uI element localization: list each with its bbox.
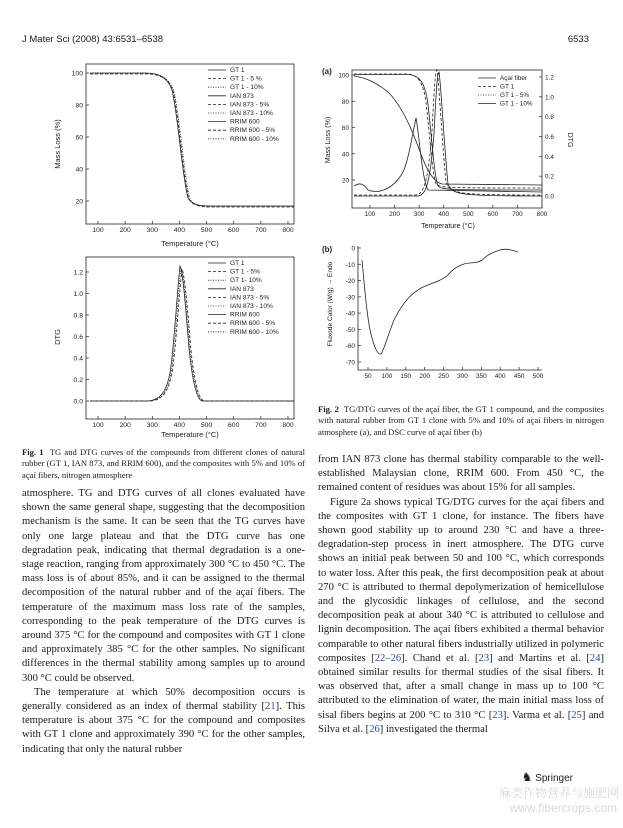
y-tick-label: 0.6 (73, 334, 83, 341)
x-tick-label: 500 (200, 227, 213, 234)
x-tick-label: 400 (438, 211, 450, 218)
y2-tick-label: 0.4 (545, 153, 554, 161)
x-tick-label: 450 (513, 373, 525, 380)
legend-entry: GT 1 - 10% (500, 100, 533, 108)
x-tick-label: 600 (228, 422, 240, 429)
x-tick-label: 100 (92, 227, 104, 234)
page-number: 6533 (567, 34, 589, 45)
legend-entry: IAN 873 - 10% (230, 110, 273, 117)
y-tick-label: -60 (345, 343, 355, 351)
publisher-logo: ♞ Springer (521, 770, 573, 784)
x-tick-label: 300 (413, 211, 425, 218)
citation-link[interactable]: 22–26 (374, 652, 402, 664)
running-header-left: J Mater Sci (2008) 43:6531–6538 (22, 34, 164, 45)
fig2-caption (318, 404, 604, 438)
fig1-caption-text: TG and DTG curves of the compounds from different clones of natural rubber (GT 1, IAN 873, and RRIM 600), and the composites with 5% and 10% of açaí fibers, nitrogen atmosphere (22, 447, 305, 480)
panel-label: (a) (322, 67, 332, 76)
fig2a-tg-dtg-chart (318, 62, 608, 234)
x-tick-label: 100 (364, 211, 376, 218)
x-tick-labels (364, 367, 543, 380)
x-tick-label: 200 (419, 373, 431, 380)
x-tick-label: 250 (438, 373, 449, 380)
x-tick-label: 200 (119, 422, 131, 429)
x-tick-label: 700 (255, 422, 267, 429)
y-tick-label: 0.2 (73, 377, 83, 384)
x-tick-label: 100 (92, 422, 104, 429)
springer-icon: ♞ (521, 770, 533, 784)
legend-entry: GT 1 - 5% (230, 268, 260, 276)
left-paragraph-1: atmosphere. TG and DTG curves of all clones evaluated have shown the same general shape, suggesting that the decomposition mechanism is the same. It can be seen that the TG curves have only one large plateau and that the DTG curve has one degradation peak, indicating that thermal degradation is a one-stage reaction, ranging from approximately 300 °C to 450 °C. The mass loss is of about 85%, and it can be assigned to the thermal decomposition of the natural rubber and of the açaí fibers. The temperature of the maximum mass loss rate of the samples, corresponding to the peak temperature of the DTG curves is around 375 °C for the compound and composites with GT 1 clone and approximately 385 °C for the other samples. No significant differences in the thermal stability among samples up to around 300 °C could be observed. (22, 488, 305, 684)
x-tick-label: 700 (512, 211, 523, 218)
citation-link[interactable]: 23 (492, 709, 503, 721)
y-axis-label: Fluxode Calor (W/g) → Endo (327, 261, 334, 347)
legend (208, 67, 279, 143)
y-tick-label: -30 (345, 294, 355, 302)
dsc-curve (362, 249, 518, 354)
legend-entry: GT 1 - 5% (500, 92, 530, 99)
legend-entry: GT 1 (230, 260, 245, 267)
x-tick-label: 300 (457, 373, 468, 380)
x-tick-label: 100 (381, 373, 393, 380)
legend-entry: GT 1- 10% (230, 277, 262, 285)
legend-entry: RRIM 600 - 5% (230, 127, 276, 135)
watermark-line2: www.fibercrops.com (509, 801, 617, 815)
y-tick-label: 60 (75, 134, 83, 142)
legend (208, 260, 279, 336)
y-axis-label: DTG (53, 329, 62, 345)
panel-label: (b) (322, 245, 333, 254)
x-tick-label: 800 (282, 227, 294, 234)
citation-link[interactable]: 23 (478, 652, 490, 664)
y-tick-label: 0.4 (73, 355, 83, 363)
x-axis-label: Temperature (°C) (161, 239, 219, 248)
y-axis-label: Mass Loss (%) (53, 119, 62, 169)
x-tick-labels (92, 221, 294, 234)
x-tick-label: 400 (173, 422, 186, 429)
fig1-tg-chart (50, 60, 305, 250)
citation-link[interactable]: 26 (369, 723, 380, 735)
citation-link[interactable]: 21 (265, 701, 276, 713)
y2-tick-label: 1.2 (545, 74, 554, 82)
fig2-caption-text: TG/DTG curves of the açaí fiber, the GT 1 compound, and the composites with natural rubber from GT 1 clone with 5% and 10% of açaí fibers in nitrogen atmosphere (a), and DSC curve of açaí fiber (b) (318, 404, 605, 437)
x-tick-label: 600 (228, 227, 240, 234)
y2-tick-label: 0.2 (545, 173, 554, 181)
x-tick-label: 200 (389, 211, 400, 218)
y-tick-label: 1.0 (73, 291, 83, 298)
y-tick-label: 0.0 (73, 398, 83, 406)
legend-entry: IAN 873 (230, 92, 254, 100)
legend-entry: RRIM 600 - 10% (230, 135, 279, 143)
y-tick-label: -50 (345, 326, 355, 334)
legend-entry: IAN 873 - 5% (230, 294, 270, 302)
legend-entry: IAN 873 - 5% (230, 101, 270, 109)
y2-tick-labels (539, 75, 554, 201)
right-column (318, 453, 604, 737)
legend-entry: IAN 873 - 10% (230, 303, 273, 310)
y-tick-label: 0 (351, 245, 355, 253)
fig2b-dsc-chart (318, 240, 608, 390)
y-axis-label: Mass Loss (%) (325, 116, 332, 164)
x-tick-label: 150 (400, 373, 412, 380)
legend (478, 75, 533, 108)
x-tick-label: 800 (536, 211, 548, 218)
fig1-dtg-chart (50, 253, 305, 441)
x-axis-label: Temperature (°C) (161, 430, 219, 439)
y-tick-label: 80 (341, 98, 349, 106)
y-tick-label: 0.8 (73, 312, 83, 320)
legend-entry: RRIM 600 - 10% (230, 328, 279, 336)
x-tick-label: 500 (532, 373, 544, 380)
x-tick-label: 800 (282, 422, 294, 429)
x-tick-label: 50 (364, 373, 372, 380)
x-tick-label: 400 (494, 373, 506, 380)
x-tick-label: 500 (200, 422, 213, 429)
x-tick-labels (365, 205, 548, 218)
x-tick-label: 500 (462, 211, 474, 218)
fig1-caption-label: Fig. 1 (22, 447, 44, 457)
right-paragraph-1: from IAN 873 clone has thermal stability comparable to the well-established Malaysian clone, RRIM 600. From 450 °C, the remained content of residues was about 15% for all samples. (318, 454, 604, 494)
y-tick-label: -40 (345, 310, 355, 318)
y-tick-label: 20 (341, 177, 349, 185)
y2-tick-label: 0.0 (545, 193, 554, 201)
x-tick-label: 400 (173, 227, 186, 234)
y-tick-label: 20 (75, 198, 83, 206)
y-tick-labels (338, 73, 355, 185)
legend-entry: RRIM 600 - 5% (230, 320, 276, 328)
y-tick-label: -70 (345, 359, 355, 367)
left-paragraph-2: The temperature at which 50% decomposition occurs is generally considered as an index of thermal stability [21]. This temperature is about 375 °C for the compound and composites with GT 1 clone and approximately 390 °C for the other samples, indicating that only the natural rubber (22, 686, 305, 755)
legend-entry: GT 1 - 10% (230, 84, 264, 92)
fig2-caption-label: Fig. 2 (318, 404, 339, 414)
x-tick-label: 200 (119, 227, 131, 234)
y-tick-label: 40 (341, 151, 349, 159)
y-tick-labels (74, 270, 89, 406)
citation-link[interactable]: 24 (589, 652, 601, 664)
x-tick-label: 300 (146, 422, 158, 429)
y-tick-label: 80 (75, 102, 83, 110)
fig1-caption (22, 447, 305, 481)
citation-link[interactable]: 25 (571, 709, 582, 721)
right-paragraph-2: Figure 2a shows typical TG/DTG curves for the açaí fibers and the composites with GT 1 clone, for instance. The fibers have shown good stability up to around 230 °C and have a three-degradation-step process in inert atmosphere. The DTG curve shows an initial peak between 50 and 100 °C, which corresponds to water loss. After this peak, the first decomposition peak at about 270 °C is attributed to thermal depolymerization of hemicellulose and the glycosidic linkages of cellulose, and the second decomposition peak at about 340 °C is attributed to cellulose and lignin decomposition. The açaí fibers exhibited a thermal behavior comparable to other natural fibers industrially utilized in polymeric composites [22–26]. Chand et al. [23] and Martins et al. [24] obtained similar results for thermal studies of the sisal fibers. It was observed that, after a small change in mass up to 100 °C attributed to the elimination of water, the main initial mass loss of sisal fibers begins at 200 °C to 310 °C [23]. Varma et al. [25] and Silva et al. [26] investigated the thermal (318, 496, 604, 735)
legend-entry: GT 1 (230, 67, 245, 74)
x-axis-label: Temperature (°C) (421, 223, 475, 230)
y-tick-label: -20 (345, 278, 355, 286)
left-column (22, 487, 305, 757)
x-tick-label: 700 (255, 227, 267, 234)
y-tick-label: -10 (345, 261, 355, 269)
x-tick-label: 600 (487, 211, 499, 218)
x-tick-labels (92, 416, 294, 429)
x-tick-label: 300 (146, 227, 158, 234)
y2-tick-label: 0.8 (545, 114, 554, 122)
legend-entry: Açaí fiber (500, 75, 527, 82)
y-tick-labels (346, 246, 361, 367)
y-tick-label: 100 (338, 72, 349, 80)
x-tick-label: 350 (475, 373, 487, 380)
y-tick-label: 1.2 (73, 269, 83, 277)
y-tick-label: 60 (341, 125, 349, 132)
y-tick-label: 40 (75, 166, 83, 174)
legend-entry: RRIM 600 (230, 311, 260, 319)
legend-entry: GT 1 - 5 % (230, 75, 262, 83)
watermark-line1: 麻类作物营养与施肥网 (498, 786, 619, 800)
y-tick-label: 100 (71, 70, 83, 78)
y2-tick-label: 1.0 (545, 94, 554, 102)
legend-entry: RRIM 600 (230, 118, 260, 126)
y2-axis-label: DTG (566, 132, 573, 148)
legend-entry: GT 1 (500, 83, 515, 91)
legend-entry: IAN 873 (230, 285, 254, 293)
y2-tick-label: 0.6 (545, 134, 554, 141)
